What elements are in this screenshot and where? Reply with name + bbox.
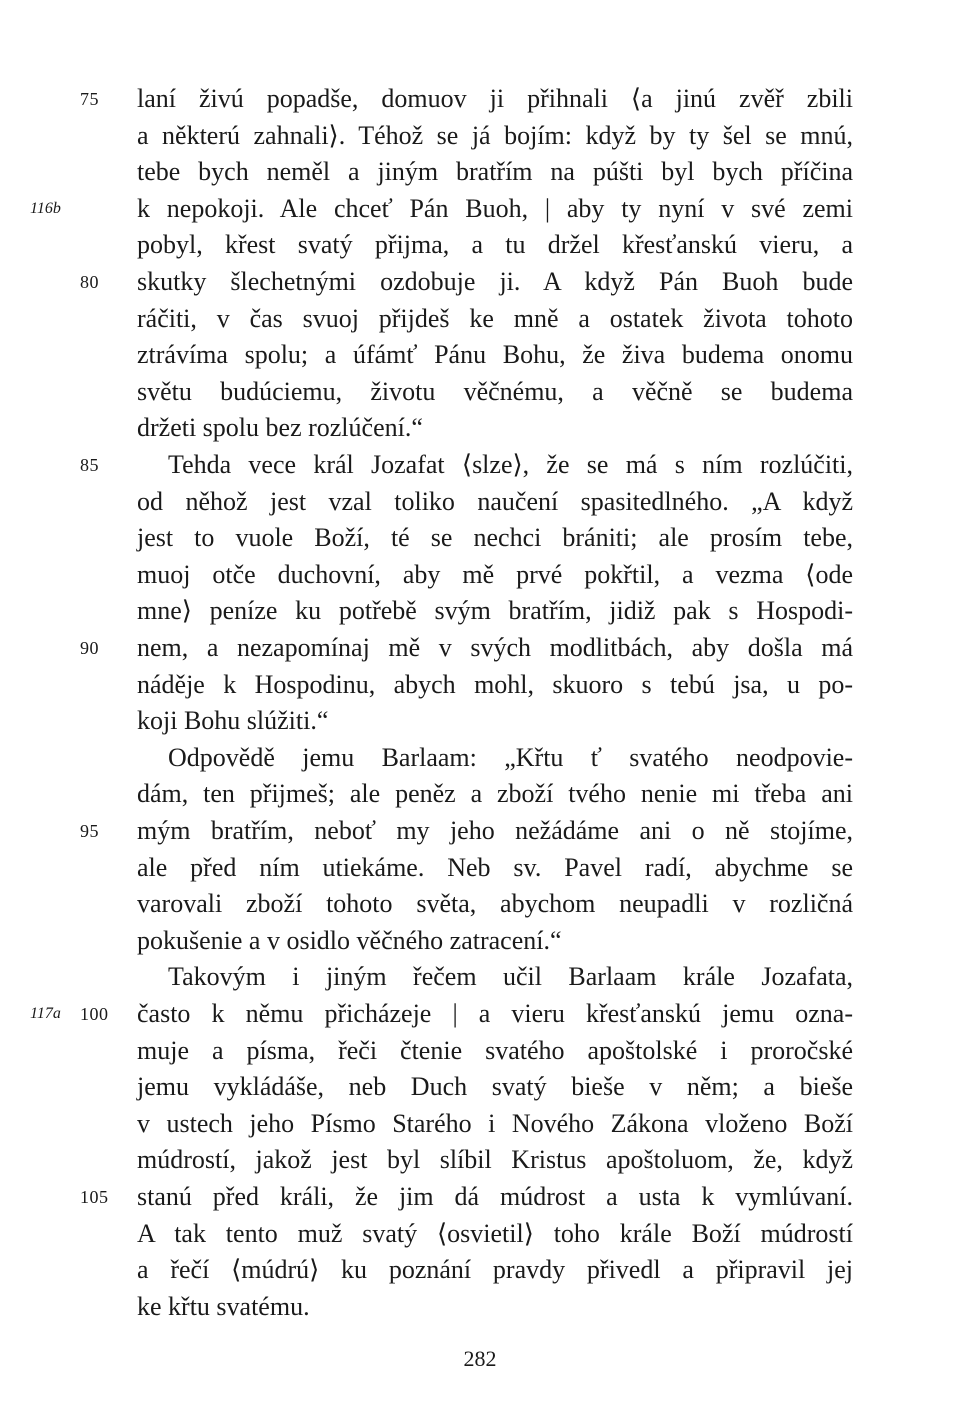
line-text: ale před ním utiekáme. Neb sv. Pavel radí, abychme se: [137, 852, 853, 882]
text-line: [0, 190, 960, 228]
text-line: [0, 336, 960, 374]
text-line: [0, 300, 960, 338]
text-line: [0, 702, 960, 740]
text-line: [0, 885, 960, 923]
line-text: pokušenie a v osidlo věčného zatracení.“: [137, 925, 562, 955]
text-line: [0, 1215, 960, 1253]
line-text: náděje k Hospodinu, abych mohl, skuoro s tebú jsa, u po-: [137, 669, 853, 699]
line-text: ztrávíma spolu; a úfámť Pánu Bohu, že živa budema onomu: [137, 340, 853, 370]
text-line: [0, 1141, 960, 1179]
line-text: držeti spolu bez rozlúčení.“: [137, 413, 423, 443]
folio-marker: 117a: [30, 1005, 61, 1022]
text-line: [0, 995, 960, 1033]
text-line: [0, 812, 960, 850]
line-text: a některú zahnali⟩. Téhož se já bojím: když by ty šel se mnú,: [137, 120, 853, 150]
line-number: 75: [80, 89, 99, 109]
text-line: [0, 409, 960, 447]
line-text: ráčiti, v čas svuoj přijdeš ke mně a ostatek života tohoto: [137, 303, 853, 333]
line-text: k nepokoji. Ale chceť Pán Buoh, | aby ty nyní v své zemi: [137, 193, 853, 223]
text-line: [0, 775, 960, 813]
text-line: [0, 373, 960, 411]
text-line: [0, 1105, 960, 1143]
line-text: ke křtu svatému.: [137, 1291, 310, 1321]
line-text: mne⟩ peníze ku potřebě svým bratřím, jidiž pak s Hospodi-: [137, 596, 853, 626]
line-text: múdrostí, jakož jest byl slíbil Kristus apoštoluom, že, když: [137, 1145, 853, 1175]
line-number: 105: [80, 1187, 109, 1207]
line-text: pobyl, křest svatý přijma, a tu držel křesťanskú vieru, a: [137, 230, 853, 260]
text-line: [0, 739, 960, 777]
line-text: Tehda vece král Jozafat ⟨slze⟩, že se má s ním rozlúčiti,: [168, 450, 853, 479]
text-line: [0, 1178, 960, 1216]
page-number: 282: [463, 1346, 497, 1371]
text-line: [0, 1288, 960, 1326]
line-text: světu budúciemu, životu věčnému, a věčně se budema: [137, 376, 853, 406]
text-line: [0, 446, 960, 484]
text-line: [0, 1068, 960, 1106]
line-text: nem, a nezapomínaj mě v svých modlitbách, aby došla má: [137, 633, 853, 662]
text-line: [0, 226, 960, 264]
line-text: muoj otče duchovní, aby mě prvé pokřtil, a vezma ⟨ode: [137, 559, 853, 589]
text-line: [0, 592, 960, 630]
line-text: koji Bohu slúžiti.“: [137, 706, 329, 736]
line-text: stanú před králi, že jim dá múdrost a usta k vymlúvaní.: [137, 1182, 853, 1211]
text-line: [0, 556, 960, 594]
text-line: [0, 263, 960, 301]
line-text: dám, ten přijmeš; ale peněz a zboží tvého nenie mi třeba ani: [137, 779, 853, 809]
line-number: 90: [80, 638, 99, 658]
text-line: [0, 117, 960, 155]
line-number: 85: [80, 455, 99, 475]
text-line: [0, 80, 960, 118]
text-line: [0, 153, 960, 191]
text-line: [0, 1251, 960, 1289]
line-text: často k němu přicházeje | a vieru křesťanskú jemu ozna-: [137, 999, 853, 1028]
line-text: od něhož jest vzal toliko naučení spasitedlného. „A když: [137, 486, 853, 516]
text-line: [0, 483, 960, 521]
line-text: muje a písma, řeči čtenie svatého apoštolské i proročské: [137, 1035, 853, 1065]
folio-marker: 116b: [30, 199, 61, 217]
text-line: [0, 922, 960, 960]
line-text: laní živú popadše, domuov ji přihnali ⟨a jinú zvěř zbili: [137, 84, 853, 113]
line-text: jest to vuole Boží, té se nechci brániti; ale prosím tebe,: [137, 523, 853, 553]
line-text: varovali zboží tohoto světa, abychom neupadli v rozličná: [137, 889, 853, 919]
text-line: [0, 1032, 960, 1070]
text-line: [0, 666, 960, 704]
text-line: [0, 629, 960, 667]
line-text: A tak tento muž svatý ⟨osvietil⟩ toho krále Boží múdrostí: [137, 1218, 853, 1248]
line-text: mým bratřím, neboť my jeho nežádáme ani o ně stojíme,: [137, 816, 853, 845]
line-text: Odpovědě jemu Barlaam: „Křtu ť svatého neodpovie-: [168, 742, 853, 772]
line-text: tebe bych neměl a jiným bratřím na púšti byl bych příčina: [137, 157, 853, 187]
line-text: Takovým i jiným řečem učil Barlaam krále Jozafata,: [168, 962, 853, 992]
line-text: v ustech jeho Písmo Starého i Nového Zákona vloženo Boží: [137, 1108, 853, 1138]
text-line: [0, 958, 960, 996]
line-number: 100: [80, 1004, 109, 1024]
line-number: 80: [80, 272, 99, 292]
text-line: [0, 849, 960, 887]
line-text: jemu vykládáše, neb Duch svatý bieše v něm; a bieše: [137, 1072, 853, 1102]
line-text: a řečí ⟨múdrú⟩ ku poznání pravdy přivedl a připravil jej: [137, 1255, 853, 1285]
line-text: skutky šlechetnými ozdobuje ji. A když Pán Buoh bude: [137, 267, 853, 296]
line-number: 95: [80, 821, 99, 841]
text-line: [0, 519, 960, 557]
